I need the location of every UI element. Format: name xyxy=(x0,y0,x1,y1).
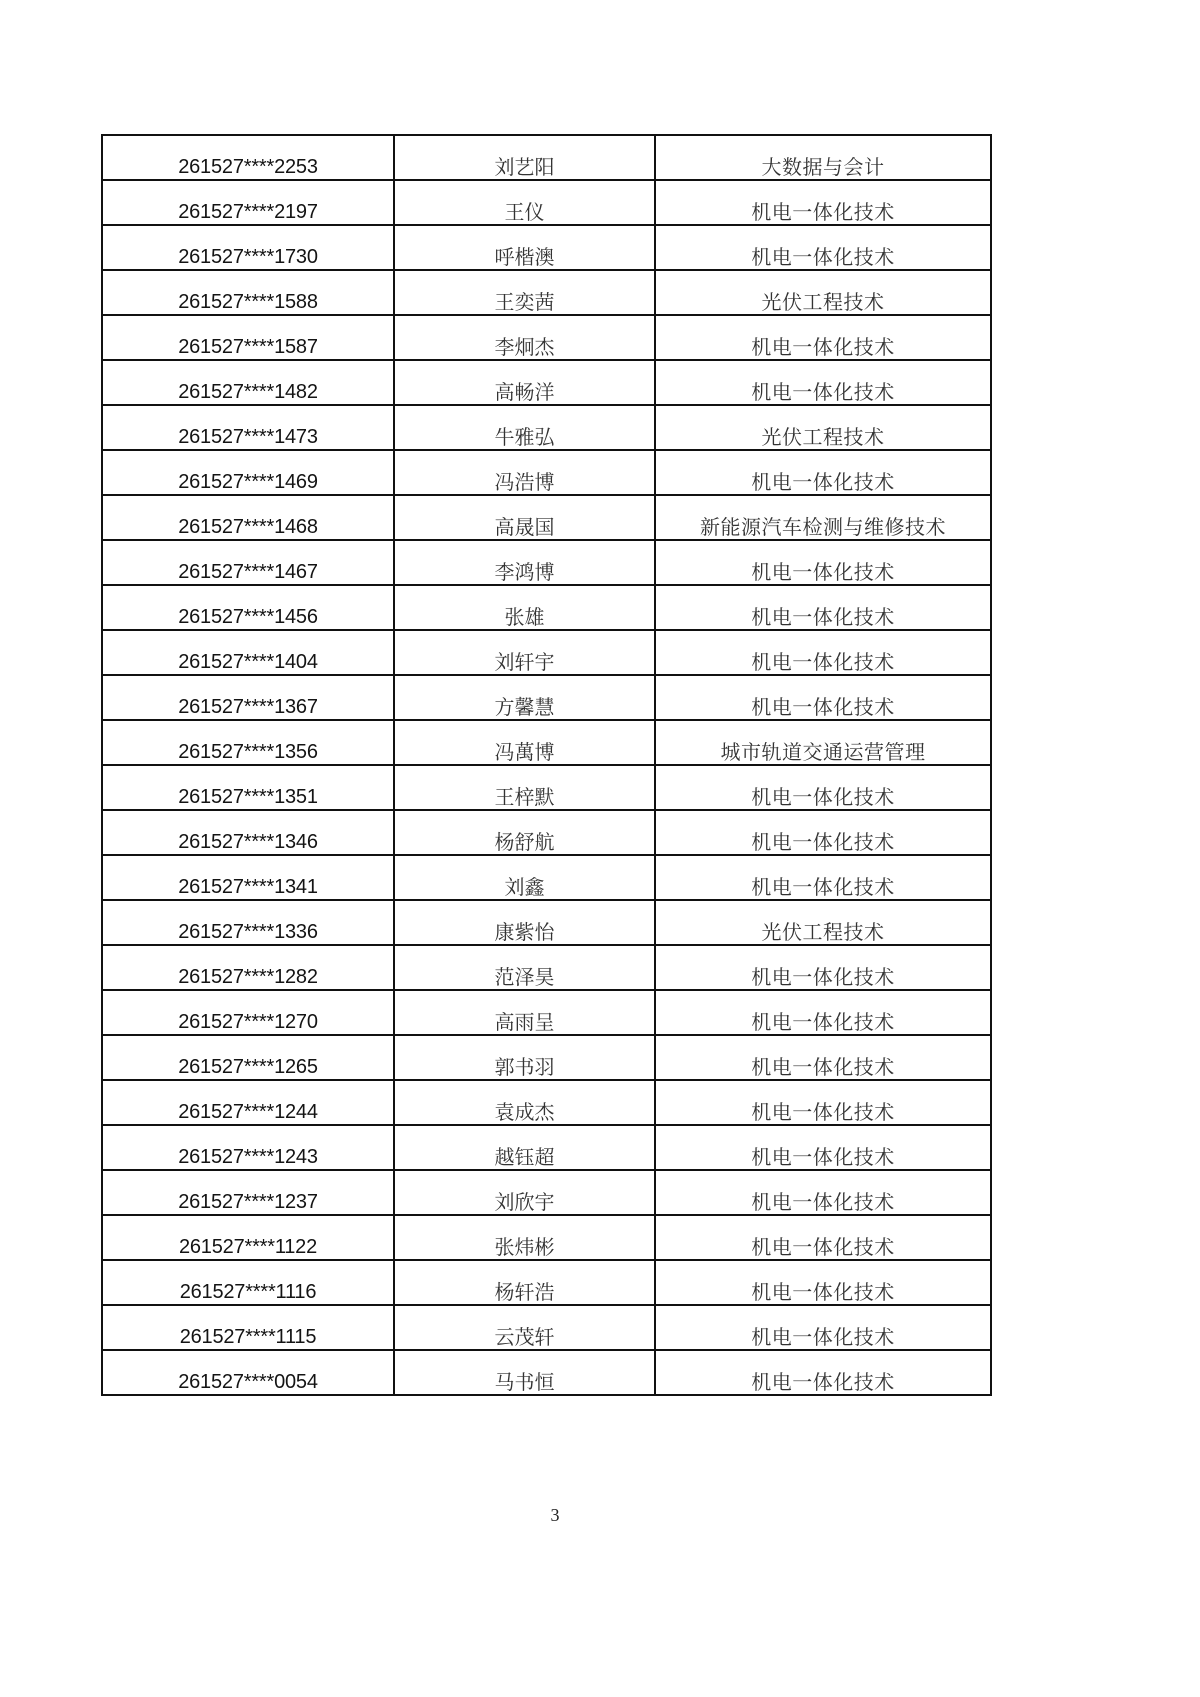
major-cell: 机电一体化技术 xyxy=(655,810,991,855)
id-number-cell: 261527****2253 xyxy=(102,135,394,180)
major-cell: 机电一体化技术 xyxy=(655,765,991,810)
major-cell: 城市轨道交通运营管理 xyxy=(655,720,991,765)
student-name-cell: 康紫怡 xyxy=(394,900,655,945)
table-row xyxy=(102,180,991,225)
student-name-cell: 袁成杰 xyxy=(394,1080,655,1125)
table-row xyxy=(102,945,991,990)
major-cell: 机电一体化技术 xyxy=(655,315,991,360)
major-cell: 机电一体化技术 xyxy=(655,585,991,630)
student-name-cell: 呼楷澳 xyxy=(394,225,655,270)
id-number-cell: 261527****1469 xyxy=(102,450,394,495)
table-row xyxy=(102,630,991,675)
student-name-cell: 冯浩博 xyxy=(394,450,655,495)
student-name-cell: 张雄 xyxy=(394,585,655,630)
table-row xyxy=(102,1035,991,1080)
table-row xyxy=(102,1305,991,1350)
id-number-cell: 261527****1346 xyxy=(102,810,394,855)
major-cell: 机电一体化技术 xyxy=(655,630,991,675)
student-name-cell: 越钰超 xyxy=(394,1125,655,1170)
id-number-cell: 261527****1341 xyxy=(102,855,394,900)
table-row xyxy=(102,765,991,810)
student-name-cell: 王奕茜 xyxy=(394,270,655,315)
table-row xyxy=(102,990,991,1035)
table-row xyxy=(102,405,991,450)
id-number-cell: 261527****1482 xyxy=(102,360,394,405)
id-number-cell: 261527****2197 xyxy=(102,180,394,225)
roster-table-body xyxy=(102,135,991,1395)
major-cell: 光伏工程技术 xyxy=(655,405,991,450)
table-row xyxy=(102,450,991,495)
id-number-cell: 261527****1115 xyxy=(102,1305,394,1350)
student-name-cell: 牛雅弘 xyxy=(394,405,655,450)
major-cell: 机电一体化技术 xyxy=(655,450,991,495)
table-row xyxy=(102,360,991,405)
id-number-cell: 261527****1243 xyxy=(102,1125,394,1170)
major-cell: 机电一体化技术 xyxy=(655,1305,991,1350)
student-name-cell: 杨舒航 xyxy=(394,810,655,855)
id-number-cell: 261527****1336 xyxy=(102,900,394,945)
id-number-cell: 261527****1367 xyxy=(102,675,394,720)
student-name-cell: 张炜彬 xyxy=(394,1215,655,1260)
id-number-cell: 261527****0054 xyxy=(102,1350,394,1395)
id-number-cell: 261527****1116 xyxy=(102,1260,394,1305)
major-cell: 机电一体化技术 xyxy=(655,990,991,1035)
id-number-cell: 261527****1282 xyxy=(102,945,394,990)
major-cell: 机电一体化技术 xyxy=(655,1170,991,1215)
table-row xyxy=(102,495,991,540)
major-cell: 机电一体化技术 xyxy=(655,945,991,990)
major-cell: 机电一体化技术 xyxy=(655,1350,991,1395)
major-cell: 大数据与会计 xyxy=(655,135,991,180)
table-row xyxy=(102,1260,991,1305)
major-cell: 机电一体化技术 xyxy=(655,1260,991,1305)
table-row xyxy=(102,1080,991,1125)
id-number-cell: 261527****1356 xyxy=(102,720,394,765)
major-cell: 机电一体化技术 xyxy=(655,1125,991,1170)
table-row xyxy=(102,315,991,360)
student-name-cell: 高晟国 xyxy=(394,495,655,540)
id-number-cell: 261527****1244 xyxy=(102,1080,394,1125)
id-number-cell: 261527****1730 xyxy=(102,225,394,270)
student-name-cell: 刘轩宇 xyxy=(394,630,655,675)
student-name-cell: 李鸿博 xyxy=(394,540,655,585)
major-cell: 机电一体化技术 xyxy=(655,180,991,225)
table-row xyxy=(102,855,991,900)
major-cell: 机电一体化技术 xyxy=(655,855,991,900)
table-row xyxy=(102,1350,991,1395)
student-name-cell: 刘艺阳 xyxy=(394,135,655,180)
id-number-cell: 261527****1122 xyxy=(102,1215,394,1260)
student-name-cell: 郭书羽 xyxy=(394,1035,655,1080)
table-row xyxy=(102,900,991,945)
student-name-cell: 高畅洋 xyxy=(394,360,655,405)
major-cell: 新能源汽车检测与维修技术 xyxy=(655,495,991,540)
major-cell: 机电一体化技术 xyxy=(655,360,991,405)
table-row xyxy=(102,585,991,630)
table-row xyxy=(102,1215,991,1260)
major-cell: 光伏工程技术 xyxy=(655,900,991,945)
table-row xyxy=(102,540,991,585)
id-number-cell: 261527****1473 xyxy=(102,405,394,450)
id-number-cell: 261527****1587 xyxy=(102,315,394,360)
major-cell: 机电一体化技术 xyxy=(655,225,991,270)
page-number: 3 xyxy=(550,1505,560,1525)
student-name-cell: 李炯杰 xyxy=(394,315,655,360)
table-row xyxy=(102,1125,991,1170)
student-name-cell: 刘欣宇 xyxy=(394,1170,655,1215)
student-name-cell: 范泽昊 xyxy=(394,945,655,990)
id-number-cell: 261527****1588 xyxy=(102,270,394,315)
table-row xyxy=(102,270,991,315)
student-name-cell: 杨轩浩 xyxy=(394,1260,655,1305)
student-name-cell: 王仪 xyxy=(394,180,655,225)
student-roster-table xyxy=(101,134,992,1396)
major-cell: 机电一体化技术 xyxy=(655,1035,991,1080)
table-row xyxy=(102,1170,991,1215)
major-cell: 光伏工程技术 xyxy=(655,270,991,315)
student-name-cell: 云茂轩 xyxy=(394,1305,655,1350)
major-cell: 机电一体化技术 xyxy=(655,675,991,720)
major-cell: 机电一体化技术 xyxy=(655,1080,991,1125)
major-cell: 机电一体化技术 xyxy=(655,540,991,585)
table-row xyxy=(102,675,991,720)
id-number-cell: 261527****1265 xyxy=(102,1035,394,1080)
id-number-cell: 261527****1270 xyxy=(102,990,394,1035)
table-row xyxy=(102,720,991,765)
id-number-cell: 261527****1351 xyxy=(102,765,394,810)
student-name-cell: 王梓默 xyxy=(394,765,655,810)
id-number-cell: 261527****1467 xyxy=(102,540,394,585)
student-name-cell: 刘鑫 xyxy=(394,855,655,900)
id-number-cell: 261527****1456 xyxy=(102,585,394,630)
major-cell: 机电一体化技术 xyxy=(655,1215,991,1260)
student-name-cell: 马书恒 xyxy=(394,1350,655,1395)
id-number-cell: 261527****1404 xyxy=(102,630,394,675)
table-row xyxy=(102,810,991,855)
student-name-cell: 高雨呈 xyxy=(394,990,655,1035)
student-name-cell: 方馨慧 xyxy=(394,675,655,720)
student-name-cell: 冯萬博 xyxy=(394,720,655,765)
table-row xyxy=(102,135,991,180)
id-number-cell: 261527****1237 xyxy=(102,1170,394,1215)
id-number-cell: 261527****1468 xyxy=(102,495,394,540)
table-row xyxy=(102,225,991,270)
